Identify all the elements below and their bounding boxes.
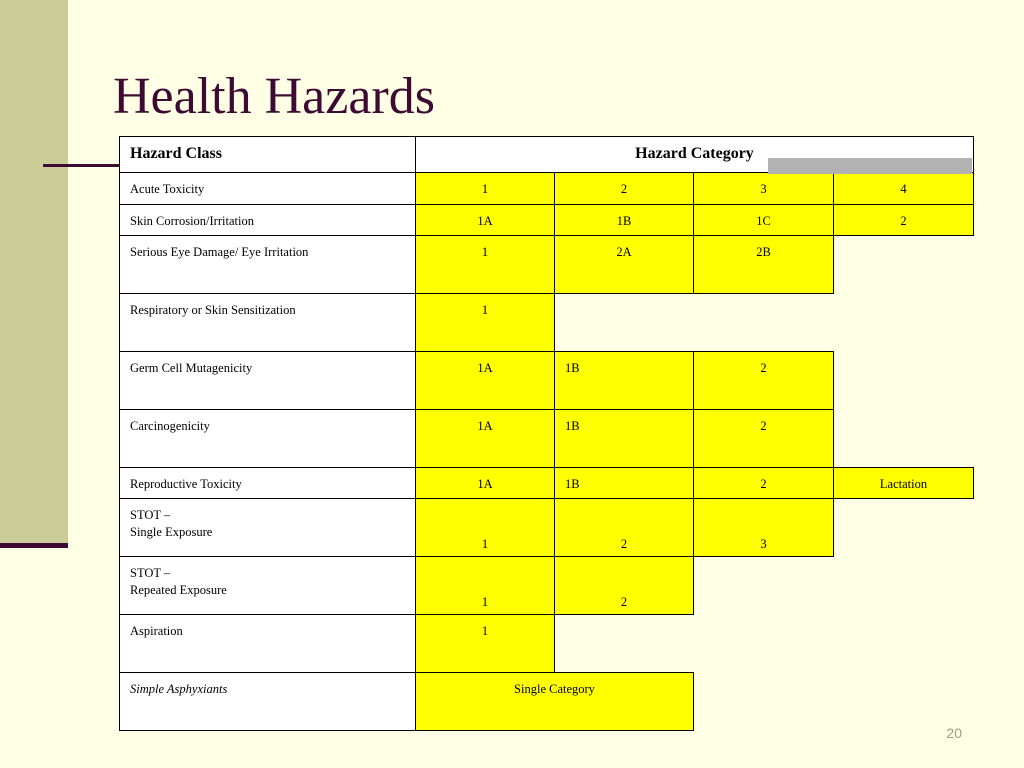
category-cell: 1A: [415, 467, 555, 499]
category-cell: 2: [554, 172, 694, 205]
category-cell: 1A: [415, 204, 555, 236]
slide-number: 20: [946, 725, 962, 741]
row-label-line: STOT –: [130, 566, 171, 580]
category-cell: 2: [693, 467, 834, 499]
row-label-stot-single-exposure: [119, 498, 416, 557]
category-cell: 1: [415, 235, 555, 294]
category-cell: 2: [693, 409, 834, 468]
row-label-line: Repeated Exposure: [130, 583, 227, 597]
category-cell: 2B: [693, 235, 834, 294]
category-cell: 1B: [554, 409, 694, 468]
category-cell: 1: [415, 293, 555, 352]
row-label-aspiration: Aspiration: [119, 614, 416, 673]
category-cell: 1A: [415, 351, 555, 410]
category-cell: 1B: [554, 351, 694, 410]
category-cell: 1B: [554, 204, 694, 236]
category-cell: 1: [415, 172, 555, 205]
row-label-serious-eye-damage: Serious Eye Damage/ Eye Irritation: [119, 235, 416, 294]
category-cell: Lactation: [833, 467, 974, 499]
row-label-germ-cell-mutagenicity: Germ Cell Mutagenicity: [119, 351, 416, 410]
category-cell: 2: [693, 351, 834, 410]
row-label-line: STOT –: [130, 508, 171, 522]
category-cell: 3: [693, 498, 834, 557]
row-label-respiratory-sensitization: Respiratory or Skin Sensitization: [119, 293, 416, 352]
category-cell: 1B: [554, 467, 694, 499]
header-hazard-class: Hazard Class: [119, 136, 416, 173]
side-accent-rule: [0, 543, 68, 548]
row-label-skin-corrosion: Skin Corrosion/Irritation: [119, 204, 416, 236]
slide-title: Health Hazards: [113, 68, 435, 125]
category-cell: 2: [554, 556, 694, 615]
side-accent-bar: [0, 0, 68, 548]
category-cell: 2: [554, 498, 694, 557]
header-hazard-category: Hazard Category: [415, 136, 974, 173]
category-cell-single-category: Single Category: [415, 672, 694, 731]
row-label-reproductive-toxicity: Reproductive Toxicity: [119, 467, 416, 499]
category-cell: 1: [415, 614, 555, 673]
decorative-grey-block: [768, 158, 972, 174]
category-cell: 1A: [415, 409, 555, 468]
row-label-carcinogenicity: Carcinogenicity: [119, 409, 416, 468]
category-cell: 4: [833, 172, 974, 205]
category-cell: 1C: [693, 204, 834, 236]
category-cell: 2A: [554, 235, 694, 294]
row-label-stot-repeated-exposure: [119, 556, 416, 615]
category-cell: 3: [693, 172, 834, 205]
category-cell: 1: [415, 556, 555, 615]
row-label-line: Single Exposure: [130, 525, 213, 539]
row-label-simple-asphyxiants: Simple Asphyxiants: [119, 672, 416, 731]
category-cell: 1: [415, 498, 555, 557]
row-label-acute-toxicity: Acute Toxicity: [119, 172, 416, 205]
category-cell: 2: [833, 204, 974, 236]
